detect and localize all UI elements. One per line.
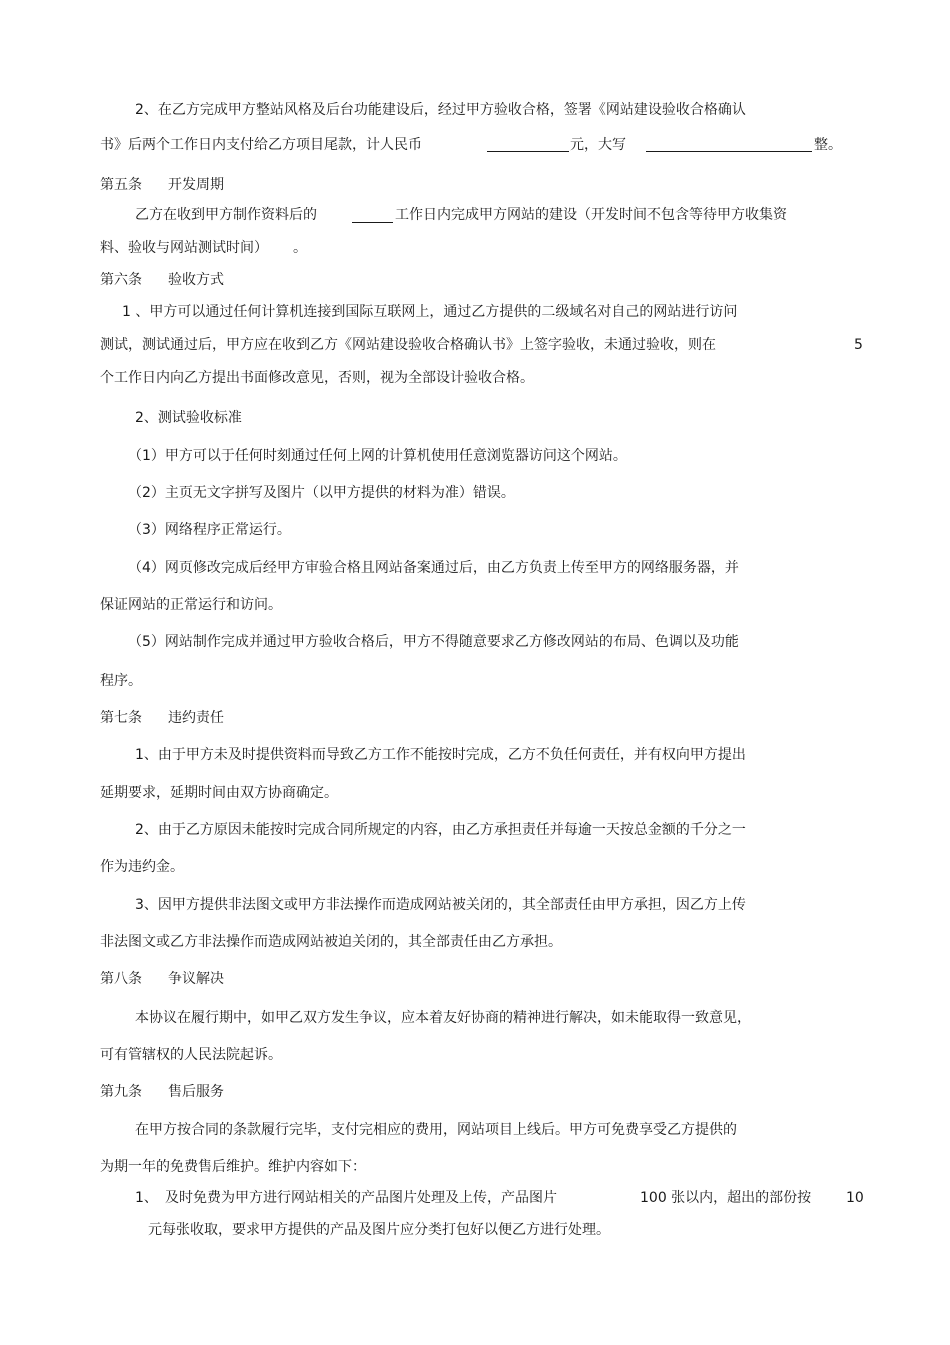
art9-heading-num: 第九条 (100, 1084, 142, 1100)
art6-p1-line3: 个工作日内向乙方提出书面修改意见，否则，视为全部设计验收合格。 (100, 370, 534, 386)
art9-p1-line1: 在甲方按合同的条款履行完毕，支付完相应的费用，网站项目上线后。甲方可免费享受乙方提供的 (135, 1122, 737, 1138)
art5-heading-title: 开发周期 (168, 177, 224, 193)
art6-heading-num: 第六条 (100, 272, 142, 288)
art7-p2-line1: 2、由于乙方原因未能按时完成合同所规定的内容，由乙方承担责任并每逾一天按总金额的千分之一 (135, 822, 746, 838)
art6-p1-line1: 1 、甲方可以通过任何计算机连接到国际互联网上，通过乙方提供的二级域名对自己的网站进行访问 (122, 304, 738, 320)
art7-p3-line1: 3、因甲方提供非法图文或甲方非法操作而造成网站被关闭的，其全部责任由甲方承担，因乙方上传 (135, 897, 746, 913)
art6-p1-days: 5 (854, 337, 863, 353)
art4-zheng: 整。 (814, 137, 842, 153)
art4-p2-line1: 2、在乙方完成甲方整站风格及后台功能建设后，经过甲方验收合格，签署《网站建设验收合格确认 (135, 102, 746, 118)
art5-heading-num: 第五条 (100, 177, 142, 193)
art7-p2-line2: 作为违约金。 (100, 859, 184, 875)
art6-item2: （2）主页无文字拼写及图片（以甲方提供的材料为准）错误。 (128, 485, 515, 501)
art7-p1-line1: 1、由于甲方未及时提供资料而导致乙方工作不能按时完成，乙方不负任何责任，并有权向甲方提出 (135, 747, 746, 763)
art6-item5-line2: 程序。 (100, 673, 142, 689)
art6-p2: 2、测试验收标准 (135, 410, 242, 426)
amount-blank (487, 151, 569, 152)
art5-line1a: 乙方在收到甲方制作资料后的 (135, 207, 317, 223)
art6-p1-line2: 测试，测试通过后，甲方应在收到乙方《网站建设验收合格确认书》上签字验收，未通过验收，则在 (100, 337, 716, 353)
art6-item5-line1: （5）网站制作完成并通过甲方验收合格后，甲方不得随意要求乙方修改网站的布局、色调以及功能 (128, 634, 739, 650)
art5-line2a: 料、验收与网站测试时间） (100, 240, 268, 256)
art6-item3: （3）网络程序正常运行。 (128, 522, 291, 538)
art5-line2b: 。 (293, 240, 307, 256)
amount-words-blank (646, 151, 812, 152)
art8-heading-title: 争议解决 (168, 971, 224, 987)
art6-item1: （1）甲方可以于任何时刻通过任何上网的计算机使用任意浏览器访问这个网站。 (128, 448, 627, 464)
art4-p2-line2: 书》后两个工作日内支付给乙方项目尾款，计人民币 (100, 137, 422, 153)
art5-line1b: 工作日内完成甲方网站的建设（开发时间不包含等待甲方收集资 (395, 207, 787, 223)
art9-item1-num: 1、 (135, 1190, 158, 1206)
art9-heading-title: 售后服务 (168, 1084, 224, 1100)
art8-heading-num: 第八条 (100, 971, 142, 987)
art7-heading-num: 第七条 (100, 710, 142, 726)
art8-p1-line2: 可有管辖权的人民法院起诉。 (100, 1047, 282, 1063)
art8-p1-line1: 本协议在履行期中，如甲乙双方发生争议，应本着友好协商的精神进行解决，如未能取得一致意见， (135, 1010, 751, 1026)
art6-item4-line1: （4）网页修改完成后经甲方审验合格且网站备案通过后，由乙方负责上传至甲方的网络服务器，并 (128, 560, 739, 576)
art4-yuan-daxie: 元，大写 (570, 137, 626, 153)
art9-item1-price: 10 (846, 1190, 864, 1206)
art9-p1-line2: 为期一年的免费售后维护。维护内容如下： (100, 1159, 366, 1175)
art9-item1-line1b: 100 张以内，超出的部份按 (640, 1190, 812, 1206)
art7-p3-line2: 非法图文或乙方非法操作而造成网站被迫关闭的，其全部责任由乙方承担。 (100, 934, 562, 950)
art6-heading-title: 验收方式 (168, 272, 224, 288)
art6-item4-line2: 保证网站的正常运行和访问。 (100, 597, 282, 613)
art9-item1-line1a: 及时免费为甲方进行网站相关的产品图片处理及上传，产品图片 (165, 1190, 557, 1206)
days-blank (352, 222, 393, 223)
art9-item1-line2: 元每张收取，要求甲方提供的产品及图片应分类打包好以便乙方进行处理。 (148, 1222, 610, 1238)
art7-heading-title: 违约责任 (168, 710, 224, 726)
art7-p1-line2: 延期要求，延期时间由双方协商确定。 (100, 785, 338, 801)
